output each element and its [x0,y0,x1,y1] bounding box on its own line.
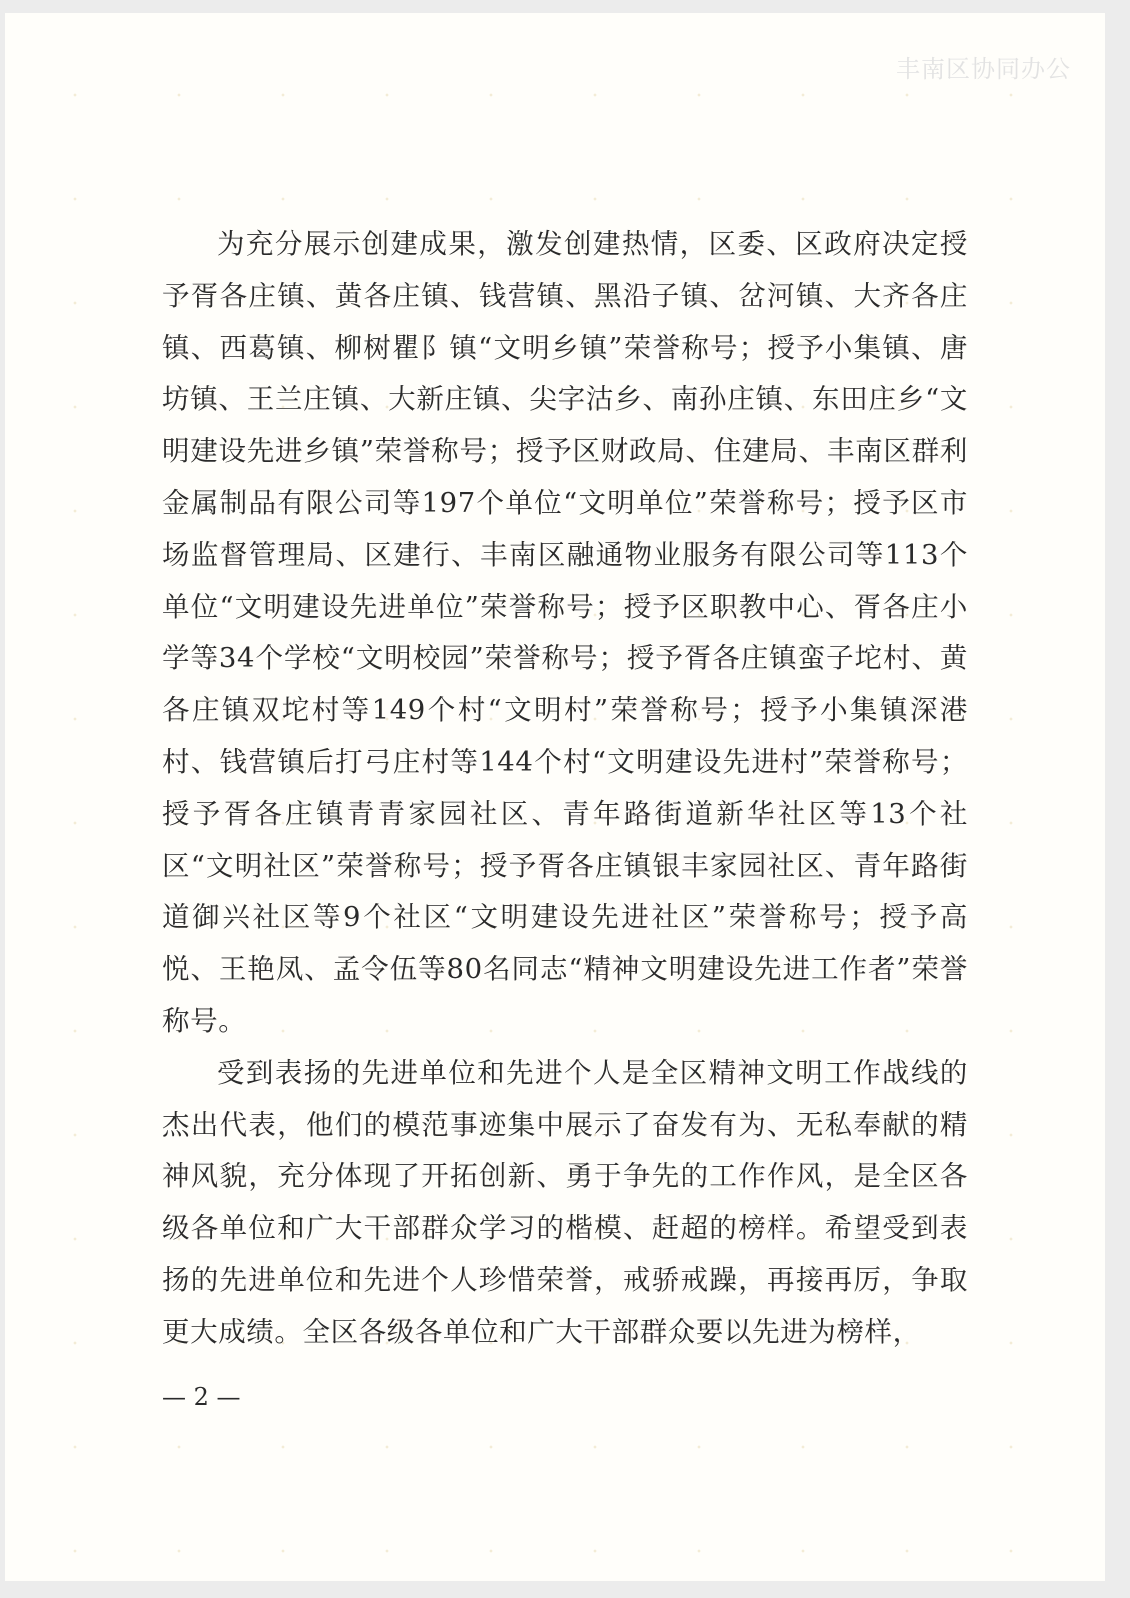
document-page [5,13,1105,1581]
page-number: — 2 — [162,1383,241,1411]
paragraph-commendation: 受到表扬的先进单位和先进个人是全区精神文明工作战线的杰出代表，他们的模范事迹集中展示了奋发有为、无私奉献的精神风貌，充分体现了开拓创新、勇于争先的工作作风，是全区各级各单位和广大干部群众学习的楷模、赶超的榜样。希望受到表扬的先进单位和先进个人珍惜荣誉，戒骄戒躁，再接再厉，争取更大成绩。全区各级各单位和广大干部群众要以先进为榜样， [162,1056,968,1348]
body-text [162,219,968,1359]
paragraph-awards: 为充分展示创建成果，激发创建热情，区委、区政府决定授予胥各庄镇、黄各庄镇、钱营镇、黑沿子镇、岔河镇、大齐各庄镇、西葛镇、柳树瞿阝镇“文明乡镇”荣誉称号；授予小集镇、唐坊镇、王兰庄镇、大新庄镇、尖字沽乡、南孙庄镇、东田庄乡“文明建设先进乡镇”荣誉称号；授予区财政局、住建局、丰南区群利金属制品有限公司等197个单位“文明单位”荣誉称号；授予区市场监督管理局、区建行、丰南区融通物业服务有限公司等113个单位“文明建设先进单位”荣誉称号；授予区职教中心、胥各庄小学等34个学校“文明校园”荣誉称号；授予胥各庄镇蛮子坨村、黄各庄镇双坨村等149个村“文明村”荣誉称号；授予小集镇深港村、钱营镇后打弓庄村等144个村“文明建设先进村”荣誉称号；授予胥各庄镇青青家园社区、青年路街道新华社区等13个社区“文明社区”荣誉称号；授予胥各庄镇银丰家园社区、青年路街道御兴社区等9个社区“文明建设先进社区”荣誉称号；授予高悦、王艳凤、孟令伍等80名同志“精神文明建设先进工作者”荣誉称号。 [162,228,968,1037]
watermark-text: 丰南区协同办公 [896,55,1071,83]
